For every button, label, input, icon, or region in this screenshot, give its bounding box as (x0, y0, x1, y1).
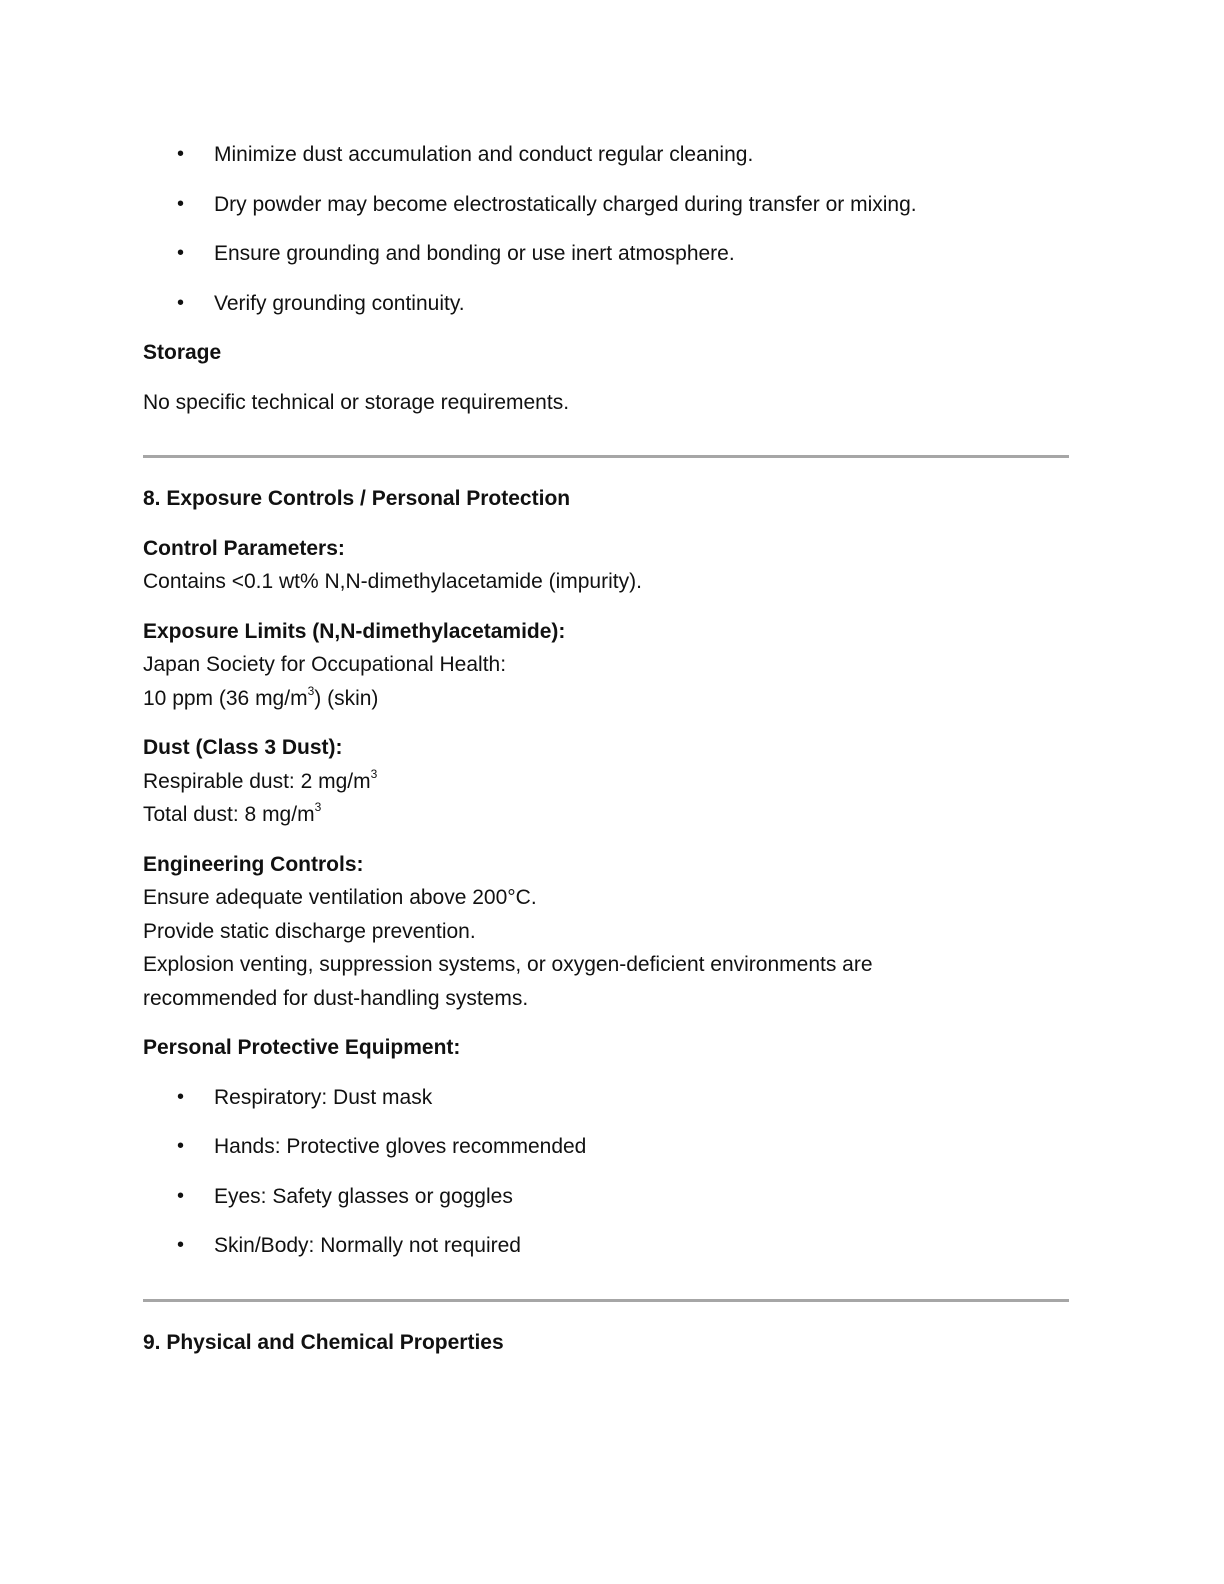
storage-text: No specific technical or storage requirements. (143, 390, 570, 414)
section-8-title: 8. Exposure Controls / Personal Protection (143, 487, 571, 510)
list-item: • Respiratory: Dust mask (143, 1081, 1069, 1115)
list-item: • Minimize dust accumulation and conduct regular cleaning. (143, 138, 1069, 172)
engineering-controls-heading: Engineering Controls: (143, 852, 364, 876)
superscript: 3 (370, 766, 378, 781)
engineering-line: Provide static discharge prevention. (143, 919, 476, 943)
list-item: • Eyes: Safety glasses or goggles (143, 1180, 1069, 1214)
engineering-line: Ensure adequate ventilation above 200°C. (143, 886, 537, 909)
superscript: 3 (307, 683, 315, 698)
list-item: • Ensure grounding and bonding or use inert atmosphere. (143, 237, 1069, 271)
exposure-value-suffix: ) (skin) (314, 686, 379, 710)
control-parameters-heading: Control Parameters: (143, 536, 345, 560)
respirable-dust (143, 765, 1069, 799)
engineering-line: recommended for dust-handling systems. (143, 986, 529, 1010)
handling-bullet-list (143, 138, 1069, 320)
storage-section (143, 336, 1069, 419)
ppe-bullet-list (143, 1081, 1069, 1263)
exposure-value-text: 10 ppm (36 mg/m (143, 686, 308, 710)
exposure-limits-value (143, 682, 1069, 716)
dust-heading: Dust (Class 3 Dust): (143, 736, 343, 759)
ppe-heading: Personal Protective Equipment: (143, 1036, 461, 1059)
list-item: • Skin/Body: Normally not required (143, 1229, 1069, 1263)
list-item: • Verify grounding continuity. (143, 287, 1069, 321)
exposure-limits-heading: Exposure Limits (N,N-dimethylacetamide): (143, 619, 566, 643)
respirable-dust-text: Respirable dust: 2 mg/m (143, 769, 371, 793)
superscript: 3 (314, 800, 322, 814)
list-item: • Dry powder may become electrostatically charged during transfer or mixing. (143, 188, 1069, 222)
engineering-controls (143, 848, 1069, 1016)
control-parameters (143, 532, 1069, 599)
total-dust (143, 798, 1069, 832)
control-parameters-text: Contains <0.1 wt% N,N-dimethylacetamide (impurity). (143, 570, 642, 593)
exposure-limits-org: Japan Society for Occupational Health: (143, 653, 507, 676)
exposure-limits (143, 615, 1069, 716)
engineering-line: Explosion venting, suppression systems, or oxygen-deficient environments are (143, 953, 873, 976)
document-page (143, 138, 1069, 1359)
list-item: • Hands: Protective gloves recommended (143, 1130, 1069, 1164)
dust-limits (143, 731, 1069, 832)
total-dust-text: Total dust: 8 mg/m (143, 803, 315, 826)
storage-heading: Storage (143, 341, 222, 364)
section-9-title: 9. Physical and Chemical Properties (143, 1330, 504, 1354)
